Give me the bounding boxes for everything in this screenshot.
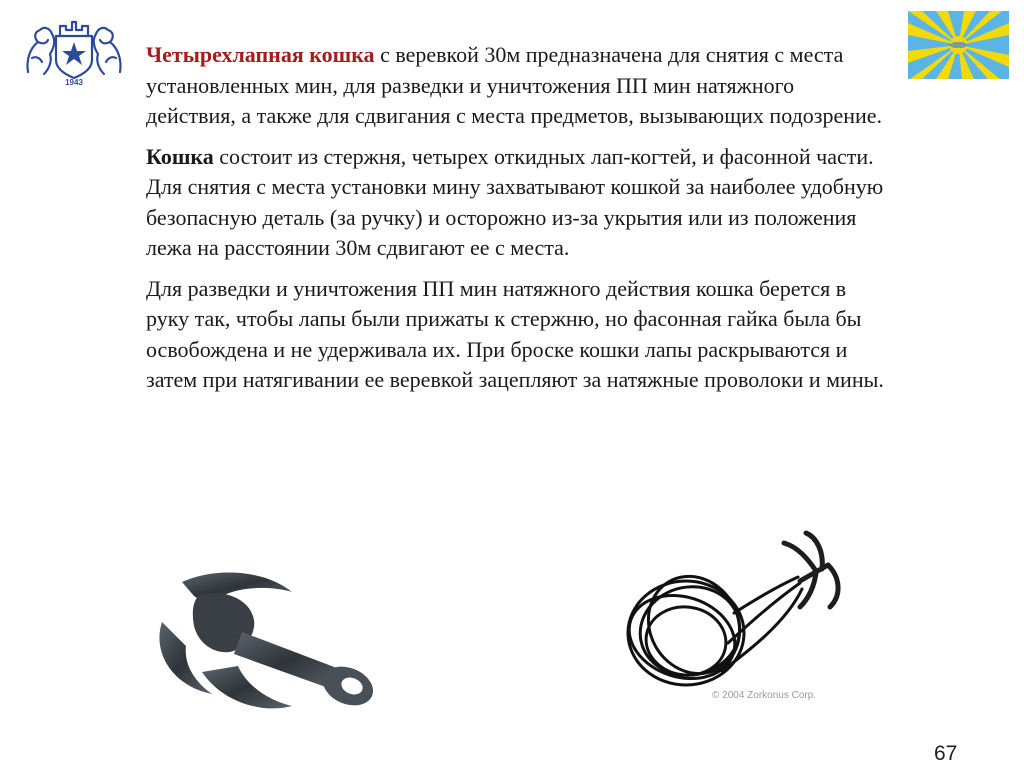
folded-grapnel-image <box>142 562 382 722</box>
paragraph-usage: Для разведки и уничтожения ПП мин натяжного действия кошка берется в руку так, чтобы лапы были прижаты к стержню, но фасонная гайка была бы освобождена и не удерживала их. При броске кошки лапы раскрываются и затем при натягивании ее веревкой зацепляют за натяжные проволоки и мины. <box>146 275 884 392</box>
paragraph-construction <box>146 142 886 264</box>
term-grapnel: Кошка <box>146 143 214 169</box>
grapnel-with-rope-image <box>616 503 848 725</box>
term-four-claw-grapnel: Четырехлапная кошка <box>146 42 375 67</box>
logo-year: 1943 <box>65 78 83 87</box>
sunburst-flag-icon <box>908 11 1009 79</box>
page-number: 67 <box>934 742 958 765</box>
paragraph-purpose-text: с веревкой 30м предназначена для снятия с места установленных мин, для разведки и уничтожения ПП мин натяжного действия, а также для сдвигания с места предметов, вызывающих подозрение. <box>146 42 883 128</box>
photo-watermark: © 2004 Zorkonus Corp. <box>712 690 817 701</box>
university-emblem-logo <box>22 14 126 88</box>
main-text-block <box>146 40 886 406</box>
paragraph-construction-text: состоит из стержня, четырех откидных лап-когтей, и фасонной части. Для снятия с места установки мину захватывают кошкой за наиболее удобную безопасную деталь (за ручку) и осторожно из-за укрытия или из положения лежа на расстоянии 30м сдвигают ее с места. <box>146 143 884 260</box>
paragraph-purpose <box>146 40 886 132</box>
